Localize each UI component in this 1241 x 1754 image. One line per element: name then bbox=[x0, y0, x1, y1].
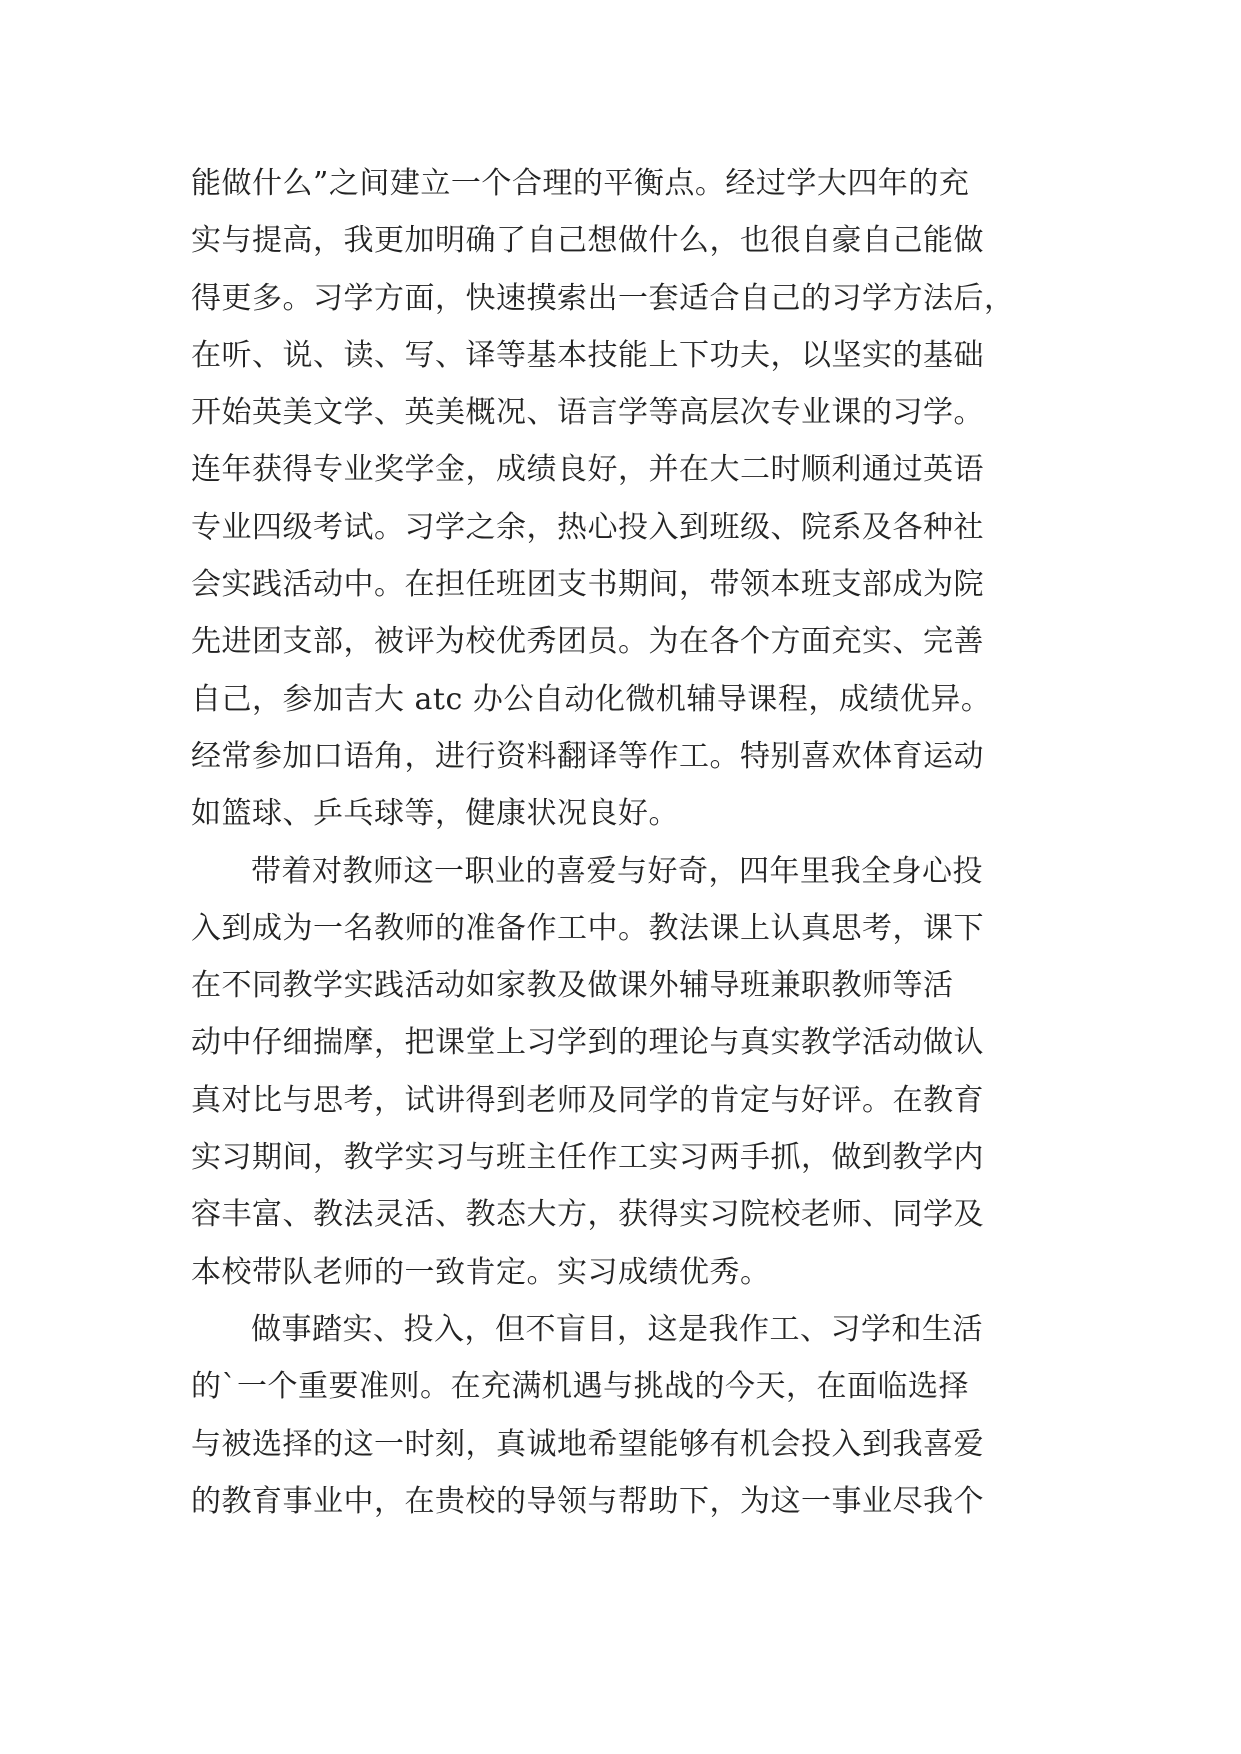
text-line: 实与提高，我更加明确了自己想做什么，也很自豪自己能做 bbox=[191, 223, 984, 259]
text-line: 开始英美文学、英美概况、语言学等高层次专业课的习学。 bbox=[191, 395, 984, 431]
text-line: 在听、说、读、写、译等基本技能上下功夫，以坚实的基础 bbox=[191, 337, 984, 373]
text-line: 真对比与思考，试讲得到老师及同学的肯定与好评。在教育 bbox=[191, 1082, 984, 1118]
text-line: 经常参加口语角，进行资料翻译等作工。特别喜欢体育运动 bbox=[191, 738, 984, 774]
text-line: 本校带队老师的一致肯定。实习成绩优秀。 bbox=[191, 1254, 771, 1290]
text-line: 先进团支部，被评为校优秀团员。为在各个方面充实、完善 bbox=[191, 624, 984, 660]
text-line: 实习期间，教学实习与班主任作工实习两手抓，做到教学内 bbox=[191, 1140, 984, 1176]
text-line: 容丰富、教法灵活、教态大方，获得实习院校老师、同学及 bbox=[191, 1197, 984, 1233]
text-line: 如篮球、乒乓球等，健康状况良好。 bbox=[191, 796, 679, 832]
text-line: 的`一个重要准则。在充满机遇与挑战的今天，在面临选择 bbox=[191, 1369, 969, 1405]
text-line: 的教育事业中，在贵校的导领与帮助下，为这一事业尽我个 bbox=[191, 1483, 984, 1519]
text-line: 能做什么”之间建立一个合理的平衡点。经过学大四年的充 bbox=[191, 166, 970, 201]
text-line: 入到成为一名教师的准备作工中。教法课上认真思考，课下 bbox=[191, 910, 984, 946]
text-line: 会实践活动中。在担任班团支书期间，带领本班支部成为院 bbox=[191, 567, 984, 603]
text-line: 连年获得专业奖学金，成绩良好，并在大二时顺利通过英语 bbox=[191, 452, 984, 488]
text-line: 专业四级考试。习学之余，热心投入到班级、院系及各种社 bbox=[191, 509, 984, 545]
paragraph-start-line: 做事踏实、投入，但不盲目，这是我作工、习学和生活 bbox=[251, 1311, 983, 1347]
text-line: 自己，参加吉大 atc 办公自动化微机辅导课程，成绩优异。 bbox=[191, 681, 992, 717]
text-line: 得更多。习学方面，快速摸索出一套适合自己的习学方法后， bbox=[191, 280, 1015, 316]
text-line: 与被选择的这一时刻，真诚地希望能够有机会投入到我喜爱 bbox=[191, 1426, 984, 1462]
paragraph-start-line: 带着对教师这一职业的喜爱与好奇，四年里我全身心投 bbox=[251, 853, 983, 889]
text-line: 在不同教学实践活动如家教及做课外辅导班兼职教师等活 bbox=[191, 968, 954, 1004]
body-text bbox=[191, 155, 1071, 1530]
text-line: 动中仔细揣摩，把课堂上习学到的理论与真实教学活动做认 bbox=[191, 1025, 984, 1061]
